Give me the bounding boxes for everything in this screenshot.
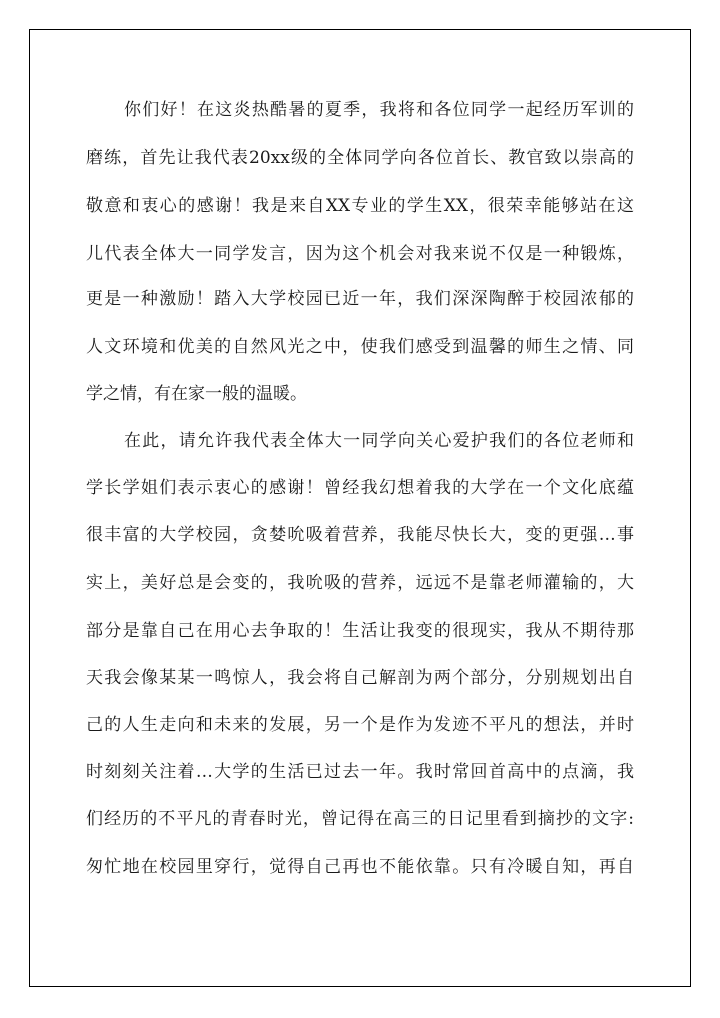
paragraph-2-line-2: 学长学姐们表示衷心的感谢！曾经我幻想着我的大学在一个文化底蕴 <box>86 478 634 498</box>
paragraph-1-line-1: 你们好！在这炎热酷暑的夏季，我将和各位同学一起经历军训的 <box>124 100 634 120</box>
paragraph-2-line-9: 们经历的不平凡的青春时光，曾记得在高三的日记里看到摘抄的文字: <box>86 809 634 829</box>
paragraph-2-line-1: 在此，请允许我代表全体大一同学向关心爱护我们的各位老师和 <box>124 431 634 451</box>
paragraph-1-line-3: 敬意和衷心的感谢！我是来自XX专业的学生XX，很荣幸能够站在这 <box>86 196 634 216</box>
paragraph-2-line-4: 实上，美好总是会变的，我吮吸的营养，远远不是靠老师灌输的，大 <box>86 573 634 593</box>
paragraph-2-line-6: 天我会像某某一鸣惊人，我会将自己解剖为两个部分，分别规划出自 <box>86 668 634 688</box>
paragraph-2-line-3: 很丰富的大学校园，贪婪吮吸着营养，我能尽快长大，变的更强…事 <box>86 525 634 545</box>
page-border <box>29 29 691 987</box>
paragraph-2-line-5: 部分是靠自己在用心去争取的！生活让我变的很现实，我从不期待那 <box>86 621 634 641</box>
paragraph-1-line-4: 儿代表全体大一同学发言，因为这个机会对我来说不仅是一种锻炼， <box>86 244 634 264</box>
paragraph-1-line-7: 学之情，有在家一般的温暖。 <box>86 384 307 404</box>
paragraph-2-line-7: 己的人生走向和未来的发展，另一个是作为发迹不平凡的想法，并时 <box>86 715 634 735</box>
paragraph-2-line-10: 匆忙地在校园里穿行，觉得自己再也不能依靠。只有冷暖自知，再自 <box>86 857 634 877</box>
paragraph-1-line-2: 磨练，首先让我代表20xx级的全体同学向各位首长、教官致以崇高的 <box>86 148 634 168</box>
paragraph-2-line-8: 时刻刻关注着…大学的生活已过去一年。我时常回首高中的点滴，我 <box>86 762 634 782</box>
paragraph-1-line-5: 更是一种激励！踏入大学校园已近一年，我们深深陶醉于校园浓郁的 <box>86 289 634 309</box>
paragraph-1-line-6: 人文环境和优美的自然风光之中，使我们感受到温馨的师生之情、同 <box>86 337 634 357</box>
